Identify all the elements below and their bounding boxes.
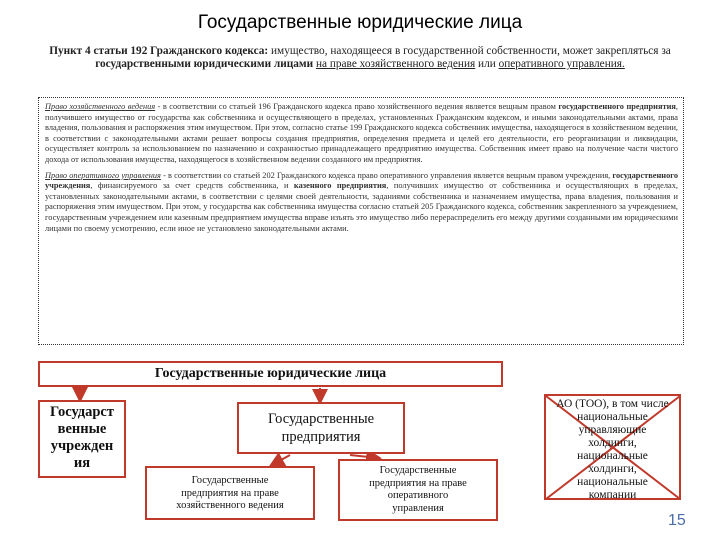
intro-underlined-2: оперативного управления. — [498, 58, 625, 70]
p2-bold-1: государственного учреждения — [45, 170, 678, 191]
intro-bold-2: государственными юридическими лицами — [95, 58, 314, 70]
ao-line-8: компании — [588, 489, 637, 501]
op-line-3: оперативного — [387, 490, 449, 501]
inst-line-4: ия — [73, 455, 91, 471]
box-operational-management-enterprises — [338, 459, 498, 521]
ao-line-2: национальные — [577, 411, 648, 423]
ao-line-4: холдинги, — [588, 437, 637, 449]
box-joint-stock-companies-crossed — [544, 394, 681, 500]
box-state-enterprises — [237, 402, 405, 454]
ao-line-3: управляющие — [578, 424, 647, 436]
inst-line-3: учрежден — [50, 438, 114, 454]
intro-text-3: или — [475, 58, 499, 70]
term-economic-management: Право хозяйственного ведения — [45, 102, 156, 111]
intro-text-1: имущество, находящееся в государственной собственности, может закрепляться за — [268, 45, 671, 57]
inst-line-1: Государст — [50, 404, 114, 420]
p2-text-2: , финансируемого за счет средств собственника, и — [90, 181, 294, 191]
p2-text-1: - в соответствии со статьей 202 Гражданского кодекса право оперативного управления является вещным правом учреждения, — [160, 170, 613, 180]
p1-text-2: , получившего имущество от государства как собственника и осуществляющего в пределах, установленных Гражданским кодексом, и иными законодательными актами, права владения, пользования и распоряжения этим имуществом. При этом, согласно статье 199 Гражданского кодекса собственник имущества, находящегося в хозяйственном ведении, в соответствии с законодательными актами решает вопросы создания предприятия, определения предмета и целей его деятельности, его реорганизации и ликвидации, осуществляет контроль за использованием по назначению и сохранностью принадлежащего предприятию имущества. Собственник имеет право на получение части чистого дохода от использования имущества, находящегося в хозяйственном ведении созданного им предприятия. — [45, 102, 678, 164]
intro-lead: Пункт 4 статьи 192 Гражданского кодекса: — [49, 45, 269, 57]
intro-underlined-1: на праве хозяйственного ведения — [315, 58, 476, 70]
box-state-institutions — [38, 400, 126, 478]
box-economic-management-enterprises — [145, 466, 315, 520]
p1-text-1: - в соответствии со статьей 196 Гражданского кодекса право хозяйственного ведения является вещным правом — [155, 102, 559, 111]
inst-line-2: венные — [57, 421, 107, 437]
hoz-line-1: Государственные — [191, 475, 269, 486]
hoz-line-3: хозяйственного ведения — [176, 500, 284, 511]
p2-text-3: , получивших имущество от собственника и осуществляющих в пределах, установленных законодательными актами, в соответствии с целями своей деятельности, заданиями собственника и назначением имущества, права владения, пользования и распоряжения этим имуществом. При этом, у государства как собственника имущества согласно статьей 205 Гражданского кодекса, собственник закрепленного за учреждением, государственным учреждением или казенным предприятием имущества вправе изъять это имущество либо перераспределить его между другими созданными им юридическими лицами по своему усмотрению, если иное не установлено законодательными актами. — [45, 181, 678, 233]
box-state-legal-entities: Государственные юридические лица — [38, 361, 503, 387]
op-line-1: Государственные — [379, 465, 457, 476]
op-line-4: управления — [392, 502, 444, 514]
hoz-line-2: предприятия на праве — [181, 487, 279, 499]
ent-line-2: предприятия — [281, 429, 361, 445]
term-operational-management: Право оперативного управления — [45, 170, 161, 180]
arrow-to-op — [350, 455, 378, 458]
p1-bold: государственного предприятия — [558, 102, 676, 111]
page-title: Государственные юридические лица — [197, 12, 523, 33]
ao-line-7: национальные — [577, 476, 648, 488]
ao-line-6: холдинги, — [588, 463, 637, 475]
ao-line-5: национальные — [577, 450, 648, 462]
arrow-to-hoz — [272, 455, 290, 465]
ent-line-1: Государственные — [267, 411, 375, 427]
op-line-2: предприятия на праве — [369, 477, 467, 489]
page-number: 15 — [668, 512, 686, 529]
ao-line-1: АО (ТОО), в том числе — [556, 398, 669, 410]
p2-bold-2: казенного предприятия — [293, 181, 387, 191]
